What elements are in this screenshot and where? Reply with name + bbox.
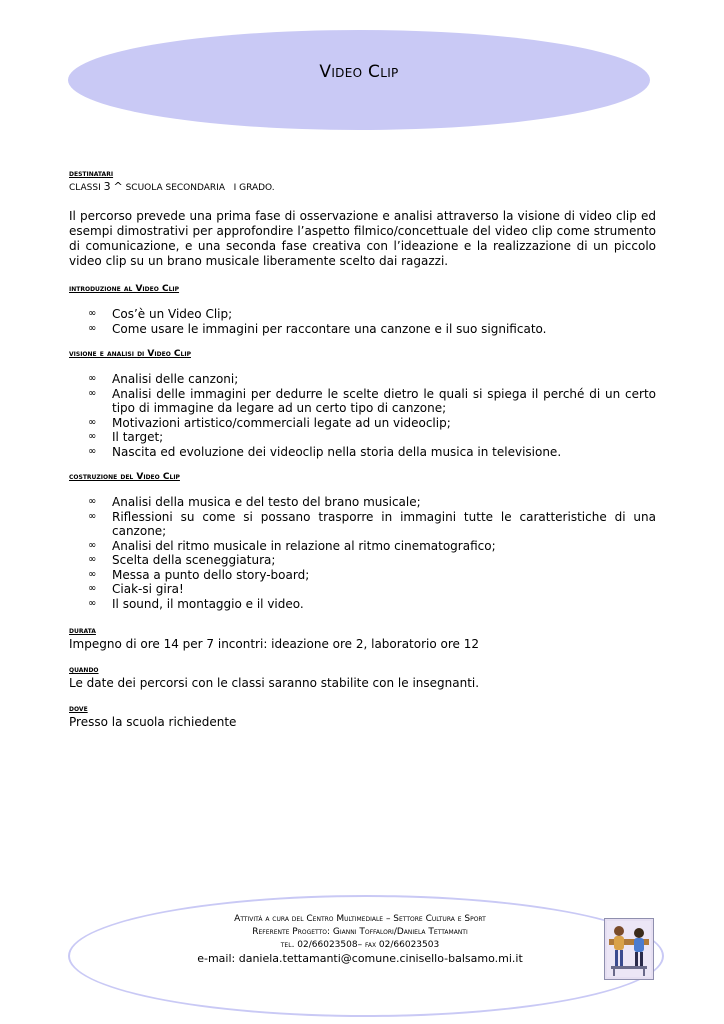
list-item: ∞ Riflessioni su come si possano trasporre in immagini tutte le caratteristiche di una canzone; (88, 509, 656, 538)
document-body (69, 168, 656, 730)
bullet-icon: ∞ (88, 539, 97, 551)
list-item: ∞ Nascita ed evoluzione dei videoclip nella storia della musica in televisione. (88, 444, 562, 459)
list-item: ∞ Il target; (88, 430, 164, 444)
list-item: ∞ Il sound, il montaggio e il video. (88, 596, 304, 611)
bullet-icon: ∞ (88, 510, 97, 522)
bullet-icon: ∞ (88, 416, 97, 428)
page-title: Video Clip (319, 62, 399, 82)
bullet-icon: ∞ (88, 387, 97, 399)
footer-line-phone: tel. 02/66023508– fax 02/66023503 (280, 940, 440, 950)
dove-heading: dove (69, 704, 88, 714)
list-item: ∞ Scelta della sceneggiatura; (88, 553, 276, 567)
bullet-icon: ∞ (88, 431, 97, 442)
footer-email: e-mail: daniela.tettamanti@comune.cinisello-balsamo.mi.it (197, 952, 523, 965)
list-item: ∞ Analisi del ritmo musicale in relazione al ritmo cinematografico; (88, 538, 496, 553)
footer-line-referente: Referente Progetto: Gianni Toffalori/Daniela Tettamanti (252, 927, 468, 937)
students-clipart-icon (604, 918, 654, 980)
destinatari-prefix: CLASSI (69, 183, 101, 193)
durata-text: Impegno di ore 14 per 7 incontri: ideazione ore 2, laboratorio ore 12 (69, 637, 479, 651)
quando-text: Le date dei percorsi con le classi saranno stabilite con le insegnanti. (69, 676, 480, 690)
list-item: ∞ Analisi delle immagini per dedurre le scelte dietro le quali si spiega il perché di un certo tipo di immagine da legare ad un certo tipo di canzone; (88, 386, 656, 415)
section-costruzione-heading: costruzione del Video Clip (69, 472, 180, 482)
list-item: ∞ Messa a punto dello story-board; (88, 567, 310, 582)
bullet-icon: ∞ (88, 568, 97, 580)
section-visione-list (69, 372, 656, 459)
bullet-icon: ∞ (88, 445, 97, 457)
destinatari-rest: SCUOLA SECONDARIA I GRADO. (125, 183, 275, 193)
list-item: ∞ Analisi della musica e del testo del brano musicale; (88, 495, 421, 509)
list-item: ∞ Analisi delle canzoni; (88, 372, 239, 386)
section-visione-heading: visione e analisi di Video Clip (69, 349, 191, 359)
bullet-icon: ∞ (88, 373, 97, 384)
bullet-icon: ∞ (88, 554, 97, 565)
durata-heading: durata (69, 626, 96, 636)
intro-paragraph: Il percorso prevede una prima fase di osservazione e analisi attraverso la visione di video clip ed esempi dimostrativi per approfondire l’aspetto filmico/concettuale del video clip come strumento di comunicazione, e una seconda fase creativa con l’ideazione e la realizzazione di un piccolo video clip su un brano musicale liberamente scelto dai ragazzi. (69, 209, 656, 268)
section-costruzione-list (69, 495, 656, 611)
quando-heading: quando (69, 665, 99, 675)
list-item: ∞ Motivazioni artistico/commerciali legate ad un videoclip; (88, 415, 451, 430)
bullet-icon: ∞ (88, 496, 97, 507)
bullet-icon: ∞ (88, 583, 97, 594)
section-intro-heading: introduzione al Video Clip (69, 284, 180, 294)
list-item: ∞ Cos’è un Video Clip; (88, 307, 233, 321)
section-intro-list (69, 307, 656, 336)
destinatari-mark: ^ (113, 180, 123, 193)
destinatari-class: 3 (103, 180, 111, 193)
destinatari-heading: destinatari (69, 169, 114, 179)
dove-text: Presso la scuola richiedente (69, 715, 237, 729)
footer (150, 913, 570, 965)
list-item: ∞ Come usare le immagini per raccontare una canzone e il suo significato. (88, 321, 547, 336)
bullet-icon: ∞ (88, 322, 97, 334)
bullet-icon: ∞ (88, 308, 97, 319)
list-item: ∞ Ciak-si gira! (88, 582, 184, 596)
bullet-icon: ∞ (88, 597, 97, 609)
footer-line-activity: Attività a cura del Centro Multimediale – Settore Cultura e Sport (234, 914, 486, 924)
destinatari-line (69, 180, 656, 195)
